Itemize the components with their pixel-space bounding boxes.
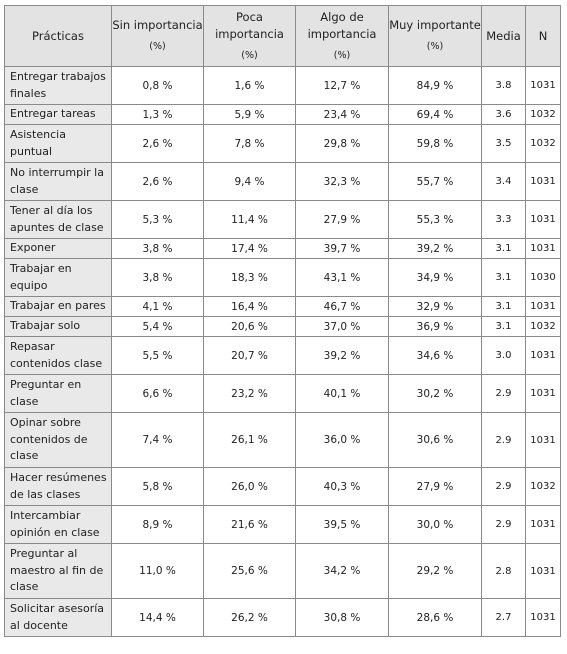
n-cell: 1031 — [526, 413, 561, 468]
sin-importancia-cell: 11,0 % — [112, 544, 204, 599]
n-cell: 1032 — [526, 468, 561, 506]
header-poca-importancia — [204, 6, 296, 67]
practice-cell: Solicitar asesoría al docente — [5, 599, 112, 637]
sin-importancia-cell: 1,3 % — [112, 105, 204, 125]
algo-importancia-cell: 29,8 % — [296, 125, 389, 163]
table-row — [5, 297, 561, 317]
algo-importancia-cell: 36,0 % — [296, 413, 389, 468]
poca-importancia-cell: 11,4 % — [204, 201, 296, 239]
sin-importancia-cell: 0,8 % — [112, 67, 204, 105]
practice-cell: Opinar sobre contenidos de clase — [5, 413, 112, 468]
algo-importancia-cell: 27,9 % — [296, 201, 389, 239]
practice-cell: Exponer — [5, 239, 112, 259]
practice-cell: Preguntar al maestro al fin de clase — [5, 544, 112, 599]
media-cell: 3.6 — [482, 105, 526, 125]
practice-cell: Hacer resúmenes de las clases — [5, 468, 112, 506]
poca-importancia-cell: 26,0 % — [204, 468, 296, 506]
poca-importancia-cell: 20,6 % — [204, 317, 296, 337]
media-cell: 3.8 — [482, 67, 526, 105]
poca-importancia-cell: 25,6 % — [204, 544, 296, 599]
muy-importante-cell: 32,9 % — [389, 297, 482, 317]
table-row — [5, 544, 561, 599]
algo-importancia-cell: 23,4 % — [296, 105, 389, 125]
media-cell: 2.8 — [482, 544, 526, 599]
table-row — [5, 105, 561, 125]
muy-importante-cell: 55,7 % — [389, 163, 482, 201]
header-muy-importante-label: Muy importante — [389, 18, 481, 32]
header-media — [482, 6, 526, 67]
n-cell: 1031 — [526, 375, 561, 413]
media-cell: 3.0 — [482, 337, 526, 375]
n-cell: 1032 — [526, 105, 561, 125]
poca-importancia-cell: 26,1 % — [204, 413, 296, 468]
poca-importancia-cell: 1,6 % — [204, 67, 296, 105]
media-cell: 2.9 — [482, 375, 526, 413]
poca-importancia-cell: 26,2 % — [204, 599, 296, 637]
sin-importancia-cell: 5,3 % — [112, 201, 204, 239]
header-n — [526, 6, 561, 67]
muy-importante-cell: 59,8 % — [389, 125, 482, 163]
muy-importante-cell: 30,2 % — [389, 375, 482, 413]
poca-importancia-cell: 17,4 % — [204, 239, 296, 259]
sin-importancia-cell: 14,4 % — [112, 599, 204, 637]
practice-cell: Repasar contenidos clase — [5, 337, 112, 375]
table-row — [5, 413, 561, 468]
algo-importancia-cell: 30,8 % — [296, 599, 389, 637]
header-practicas — [5, 6, 112, 67]
n-cell: 1032 — [526, 125, 561, 163]
algo-importancia-cell: 37,0 % — [296, 317, 389, 337]
muy-importante-cell: 84,9 % — [389, 67, 482, 105]
media-cell: 2.9 — [482, 506, 526, 544]
muy-importante-cell: 55,3 % — [389, 201, 482, 239]
muy-importante-cell: 34,9 % — [389, 259, 482, 297]
media-cell: 3.1 — [482, 317, 526, 337]
poca-importancia-cell: 20,7 % — [204, 337, 296, 375]
media-cell: 2.9 — [482, 468, 526, 506]
muy-importante-cell: 34,6 % — [389, 337, 482, 375]
muy-importante-cell: 30,6 % — [389, 413, 482, 468]
sin-importancia-cell: 7,4 % — [112, 413, 204, 468]
header-muy-importante-unit: (%) — [426, 41, 444, 52]
media-cell: 3.1 — [482, 239, 526, 259]
header-sin-importancia-label: Sin importancia — [112, 18, 203, 32]
practices-table — [4, 5, 561, 637]
n-cell: 1031 — [526, 67, 561, 105]
sin-importancia-cell: 2,6 % — [112, 125, 204, 163]
media-cell: 3.1 — [482, 259, 526, 297]
practice-cell: No interrumpir la clase — [5, 163, 112, 201]
poca-importancia-cell: 21,6 % — [204, 506, 296, 544]
n-cell: 1031 — [526, 239, 561, 259]
n-cell: 1031 — [526, 163, 561, 201]
header-poca-importancia-label: Poca importancia — [215, 9, 284, 41]
sin-importancia-cell: 5,4 % — [112, 317, 204, 337]
header-sin-importancia — [112, 6, 204, 67]
table-row — [5, 201, 561, 239]
table-row — [5, 239, 561, 259]
sin-importancia-cell: 3,8 % — [112, 259, 204, 297]
header-algo-importancia-label: Algo de importancia — [307, 9, 377, 41]
algo-importancia-cell: 34,2 % — [296, 544, 389, 599]
muy-importante-cell: 69,4 % — [389, 105, 482, 125]
table-row — [5, 125, 561, 163]
muy-importante-cell: 27,9 % — [389, 468, 482, 506]
header-algo-importancia — [296, 6, 389, 67]
n-cell: 1031 — [526, 506, 561, 544]
n-cell: 1031 — [526, 201, 561, 239]
practice-cell: Intercambiar opinión en clase — [5, 506, 112, 544]
poca-importancia-cell: 7,8 % — [204, 125, 296, 163]
header-practicas-label: Prácticas — [32, 28, 84, 43]
table-row — [5, 259, 561, 297]
table-row — [5, 317, 561, 337]
sin-importancia-cell: 6,6 % — [112, 375, 204, 413]
poca-importancia-cell: 5,9 % — [204, 105, 296, 125]
practice-cell: Trabajar en pares — [5, 297, 112, 317]
header-algo-importancia-unit: (%) — [333, 49, 351, 61]
sin-importancia-cell: 4,1 % — [112, 297, 204, 317]
media-cell: 3.5 — [482, 125, 526, 163]
practice-cell: Tener al día los apuntes de clase — [5, 201, 112, 239]
table-row — [5, 163, 561, 201]
muy-importante-cell: 29,2 % — [389, 544, 482, 599]
n-cell: 1031 — [526, 297, 561, 317]
practice-cell: Trabajar solo — [5, 317, 112, 337]
table-row — [5, 67, 561, 105]
sin-importancia-cell: 5,8 % — [112, 468, 204, 506]
header-muy-importante — [389, 6, 482, 67]
muy-importante-cell: 30,0 % — [389, 506, 482, 544]
n-cell: 1030 — [526, 259, 561, 297]
algo-importancia-cell: 46,7 % — [296, 297, 389, 317]
algo-importancia-cell: 39,5 % — [296, 506, 389, 544]
practice-cell: Trabajar en equipo — [5, 259, 112, 297]
poca-importancia-cell: 18,3 % — [204, 259, 296, 297]
n-cell: 1031 — [526, 544, 561, 599]
practice-cell: Asistencia puntual — [5, 125, 112, 163]
poca-importancia-cell: 9,4 % — [204, 163, 296, 201]
poca-importancia-cell: 23,2 % — [204, 375, 296, 413]
table-container — [4, 5, 561, 637]
poca-importancia-cell: 16,4 % — [204, 297, 296, 317]
muy-importante-cell: 36,9 % — [389, 317, 482, 337]
algo-importancia-cell: 43,1 % — [296, 259, 389, 297]
header-row — [5, 6, 561, 67]
algo-importancia-cell: 32,3 % — [296, 163, 389, 201]
header-n-label: N — [538, 28, 548, 43]
n-cell: 1032 — [526, 317, 561, 337]
muy-importante-cell: 28,6 % — [389, 599, 482, 637]
n-cell: 1031 — [526, 599, 561, 637]
algo-importancia-cell: 39,7 % — [296, 239, 389, 259]
media-cell: 3.4 — [482, 163, 526, 201]
header-poca-importancia-unit: (%) — [241, 49, 258, 61]
sin-importancia-cell: 8,9 % — [112, 506, 204, 544]
sin-importancia-cell: 3,8 % — [112, 239, 204, 259]
muy-importante-cell: 39,2 % — [389, 239, 482, 259]
practice-cell: Preguntar en clase — [5, 375, 112, 413]
algo-importancia-cell: 12,7 % — [296, 67, 389, 105]
algo-importancia-cell: 40,1 % — [296, 375, 389, 413]
table-row — [5, 506, 561, 544]
algo-importancia-cell: 39,2 % — [296, 337, 389, 375]
practice-cell: Entregar trabajos finales — [5, 67, 112, 105]
table-row — [5, 375, 561, 413]
sin-importancia-cell: 5,5 % — [112, 337, 204, 375]
media-cell: 2.9 — [482, 413, 526, 468]
table-row — [5, 337, 561, 375]
table-row — [5, 599, 561, 637]
media-cell: 2.7 — [482, 599, 526, 637]
algo-importancia-cell: 40,3 % — [296, 468, 389, 506]
media-cell: 3.1 — [482, 297, 526, 317]
header-sin-importancia-unit: (%) — [149, 41, 166, 52]
header-media-label: Media — [486, 28, 521, 43]
n-cell: 1031 — [526, 337, 561, 375]
table-row — [5, 468, 561, 506]
practice-cell: Entregar tareas — [5, 105, 112, 125]
sin-importancia-cell: 2,6 % — [112, 163, 204, 201]
media-cell: 3.3 — [482, 201, 526, 239]
